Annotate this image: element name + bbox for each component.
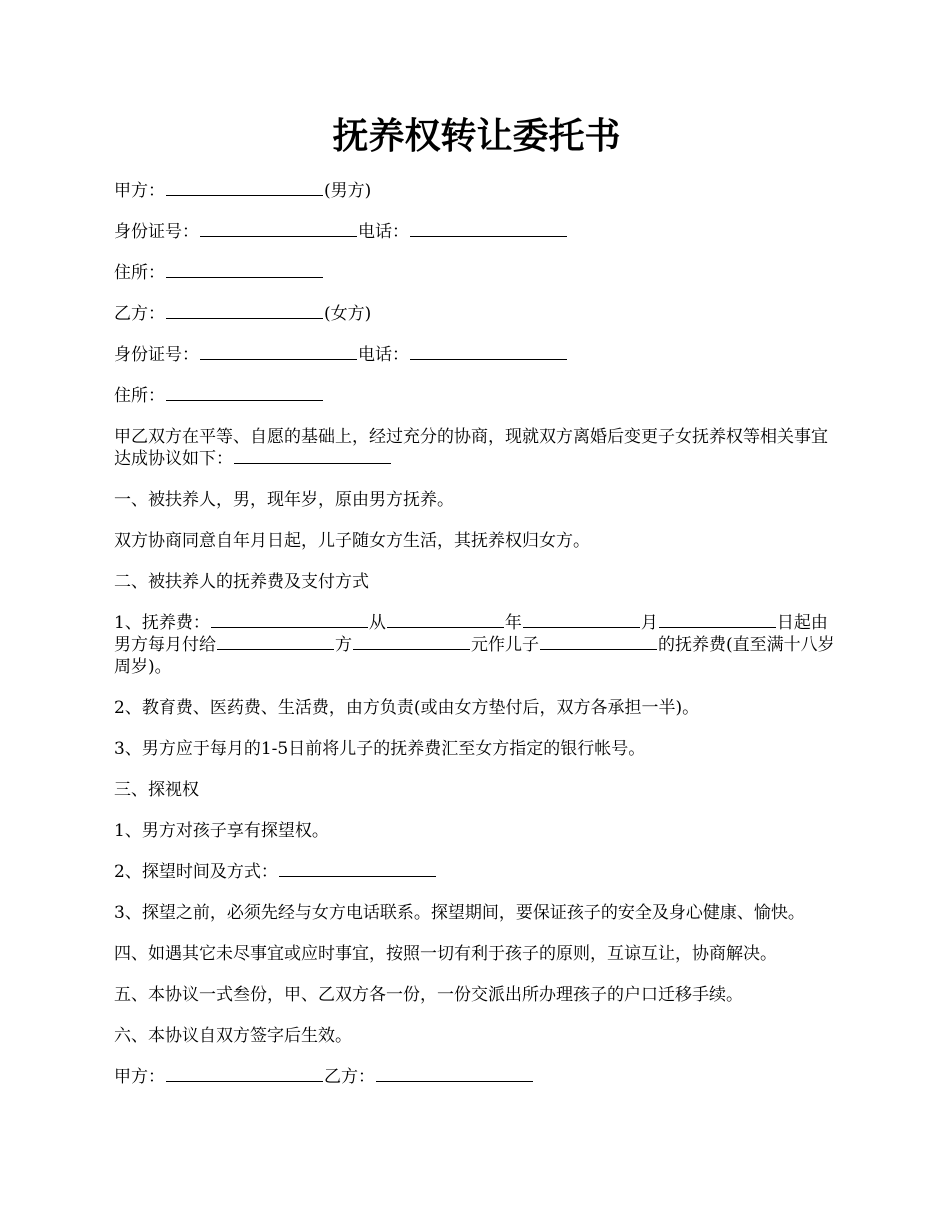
s2-item1-part7: 元作儿子 xyxy=(471,635,539,655)
party-b-line xyxy=(114,303,839,325)
payee-blank xyxy=(217,634,334,650)
party-b-address-label: 住所： xyxy=(114,386,165,406)
party-a-id-label: 身份证号： xyxy=(114,222,199,242)
s2-item1-part2: 从 xyxy=(368,613,386,633)
signature-party-b-label: 乙方： xyxy=(324,1067,375,1087)
party-a-address-label: 住所： xyxy=(114,263,165,283)
section-2-heading: 二、被扶养人的抚养费及支付方式 xyxy=(114,572,369,592)
party-a-suffix: (男方) xyxy=(324,181,372,201)
party-b-id-label: 身份证号： xyxy=(114,345,199,365)
signature-line xyxy=(114,1066,839,1088)
party-a-address-blank xyxy=(166,262,323,278)
section-2-item-1 xyxy=(114,612,839,678)
section-2-item-3: 3、男方应于每月的1-5日前将儿子的抚养费汇至女方指定的银行帐号。 xyxy=(114,739,646,759)
s2-item1-part6: 方 xyxy=(335,635,352,655)
support-amount-blank xyxy=(211,612,368,628)
party-a-address-line xyxy=(114,262,839,284)
section-1-heading: 一、被扶养人，男，现年岁，原由男方抚养。 xyxy=(114,490,454,510)
signature-party-a-blank xyxy=(166,1066,323,1082)
s2-item1-part4: 月 xyxy=(640,613,658,633)
party-b-id-blank xyxy=(200,344,357,360)
party-b-address-blank xyxy=(166,385,323,401)
s2-item1-part8: 的抚养费(直至满十八岁周岁)。 xyxy=(114,635,835,677)
child-name-blank xyxy=(540,634,657,650)
day-blank xyxy=(659,612,776,628)
intro-blank xyxy=(234,448,391,464)
document-title: 抚养权转让委托书 xyxy=(332,115,621,157)
visit-method-blank xyxy=(279,861,436,877)
party-a-label: 甲方： xyxy=(114,181,165,201)
section-3-item-2 xyxy=(114,861,839,883)
party-a-id-blank xyxy=(200,221,357,237)
party-a-line xyxy=(114,180,839,202)
signature-party-b-blank xyxy=(376,1066,533,1082)
party-b-id-line xyxy=(114,344,839,366)
party-a-name-blank xyxy=(166,180,323,196)
party-a-phone-blank xyxy=(410,221,567,237)
s2-item1-part5: 日起由男方每月付给 xyxy=(114,613,828,655)
section-3-item-1: 1、男方对孩子享有探望权。 xyxy=(114,821,329,841)
section-6: 六、本协议自双方签字后生效。 xyxy=(114,1026,352,1046)
section-3-heading: 三、探视权 xyxy=(114,780,199,800)
section-4: 四、如遇其它未尽事宜或应时事宜，按照一切有利于孩子的原则，互谅互让，协商解决。 xyxy=(114,944,777,964)
section-5: 五、本协议一式叁份，甲、乙双方各一份，一份交派出所办理孩子的户口迁移手续。 xyxy=(114,985,743,1005)
s2-item1-part1: 1、抚养费： xyxy=(114,613,210,633)
section-1-text: 双方协商同意自年月日起，儿子随女方生活，其抚养权归女方。 xyxy=(114,531,590,551)
signature-party-a-label: 甲方： xyxy=(114,1067,165,1087)
s2-item1-part3: 年 xyxy=(504,613,522,633)
party-a-id-line xyxy=(114,221,839,243)
s3-item2-text: 2、探望时间及方式： xyxy=(114,862,278,882)
section-2-item-2: 2、教育费、医药费、生活费，由方负责(或由女方垫付后，双方各承担一半)。 xyxy=(114,698,700,718)
intro-text: 甲乙双方在平等、自愿的基础上，经过充分的协商，现就双方离婚后变更子女抚养权等相关事宜达成协议如下： xyxy=(114,427,828,469)
party-b-name-blank xyxy=(166,303,323,319)
year-blank xyxy=(387,612,504,628)
document-body xyxy=(114,180,839,1107)
intro-paragraph xyxy=(114,426,839,470)
party-a-phone-label: 电话： xyxy=(358,222,409,242)
party-b-address-line xyxy=(114,385,839,407)
party-b-label: 乙方： xyxy=(114,304,165,324)
party-b-phone-blank xyxy=(410,344,567,360)
monthly-amount-blank xyxy=(353,634,470,650)
month-blank xyxy=(523,612,640,628)
section-3-item-3: 3、探望之前，必须先经与女方电话联系。探望期间，要保证孩子的安全及身心健康、愉快。 xyxy=(114,903,805,923)
party-b-phone-label: 电话： xyxy=(358,345,409,365)
party-b-suffix: (女方) xyxy=(324,304,372,324)
